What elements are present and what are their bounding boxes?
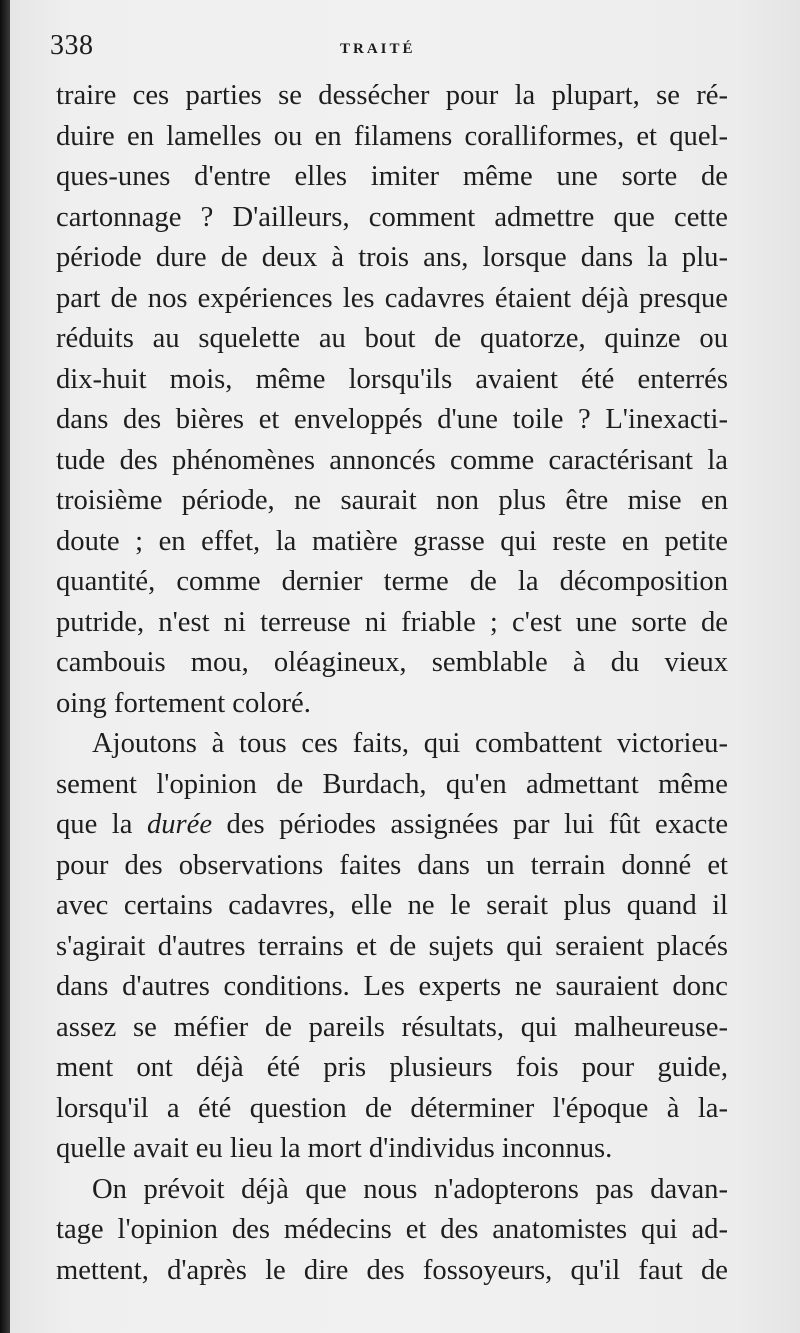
text-line: doute ; en effet, la matière grasse qui reste en petite xyxy=(56,525,728,557)
page-binding-edge xyxy=(0,0,10,1333)
text-line: cartonnage ? D'ailleurs, comment admettre que cette xyxy=(56,201,728,233)
text-line: période dure de deux à trois ans, lorsque dans la plu- xyxy=(56,242,728,273)
text-line: part de nos expériences les cadavres étaient déjà presque xyxy=(56,282,728,314)
text-line: quelle avait eu lieu la mort d'individus inconnus. xyxy=(56,1133,613,1164)
text-line: dix-huit mois, même lorsqu'ils avaient été enterrés xyxy=(56,363,728,395)
text-line: ment ont déjà été pris plusieurs fois pour guide, xyxy=(56,1052,728,1083)
text-line: avec certains cadavres, elle ne le serait plus quand il xyxy=(56,890,728,921)
book-page xyxy=(10,0,800,1333)
text-line: lorsqu'il a été question de déterminer l'époque à la- xyxy=(56,1092,728,1124)
text-line: dans des bières et enveloppés d'une toile ? L'inexacti- xyxy=(56,404,728,435)
text-line: mettent, d'après le dire des fossoyeurs, qu'il faut de xyxy=(56,1254,728,1286)
emphasized-word: durée xyxy=(146,809,213,840)
text-line: pour des observations faites dans un terrain donné et xyxy=(56,849,728,881)
text-line: réduits au squelette au bout de quatorze, quinze ou xyxy=(56,323,728,354)
text-line: s'agirait d'autres terrains et de sujets qui seraient placés xyxy=(56,930,728,962)
text-line: cambouis mou, oléagineux, semblable à du vieux xyxy=(56,647,728,678)
text-line: duire en lamelles ou en filamens coralliformes, et quel- xyxy=(56,120,728,152)
text-line: On prévoit déjà que nous n'adopterons pas davan- xyxy=(92,1173,728,1205)
text-line: assez se méfier de pareils résultats, qui malheureuse- xyxy=(56,1011,728,1043)
text-line: putride, n'est ni terreuse ni friable ; c'est une sorte de xyxy=(56,606,728,638)
running-title: TRAITÉ xyxy=(340,41,416,57)
running-head xyxy=(50,30,730,66)
text-line: traire ces parties se dessécher pour la plupart, se ré- xyxy=(56,80,728,111)
text-line: ques-unes d'entre elles imiter même une sorte de xyxy=(56,161,728,192)
page-number: 338 xyxy=(50,30,94,61)
body-text xyxy=(56,76,728,1291)
text-fragment: des périodes assignées par lui fût exacte xyxy=(212,809,729,840)
text-line: oing fortement coloré. xyxy=(56,687,311,719)
text-line: Ajoutons à tous ces faits, qui combattent victorieu- xyxy=(92,728,728,759)
text-line: tage l'opinion des médecins et des anatomistes qui ad- xyxy=(56,1214,728,1245)
text-fragment: que la xyxy=(56,809,147,840)
text-line: dans d'autres conditions. Les experts ne sauraient donc xyxy=(56,971,728,1002)
text-line: tude des phénomènes annoncés comme caractérisant la xyxy=(56,444,728,476)
text-line: quantité, comme dernier terme de la décomposition xyxy=(56,566,728,597)
text-line: troisième période, ne saurait non plus être mise en xyxy=(56,485,728,516)
text-line: sement l'opinion de Burdach, qu'en admettant même xyxy=(56,768,728,800)
text-line-with-emphasis xyxy=(56,805,728,846)
